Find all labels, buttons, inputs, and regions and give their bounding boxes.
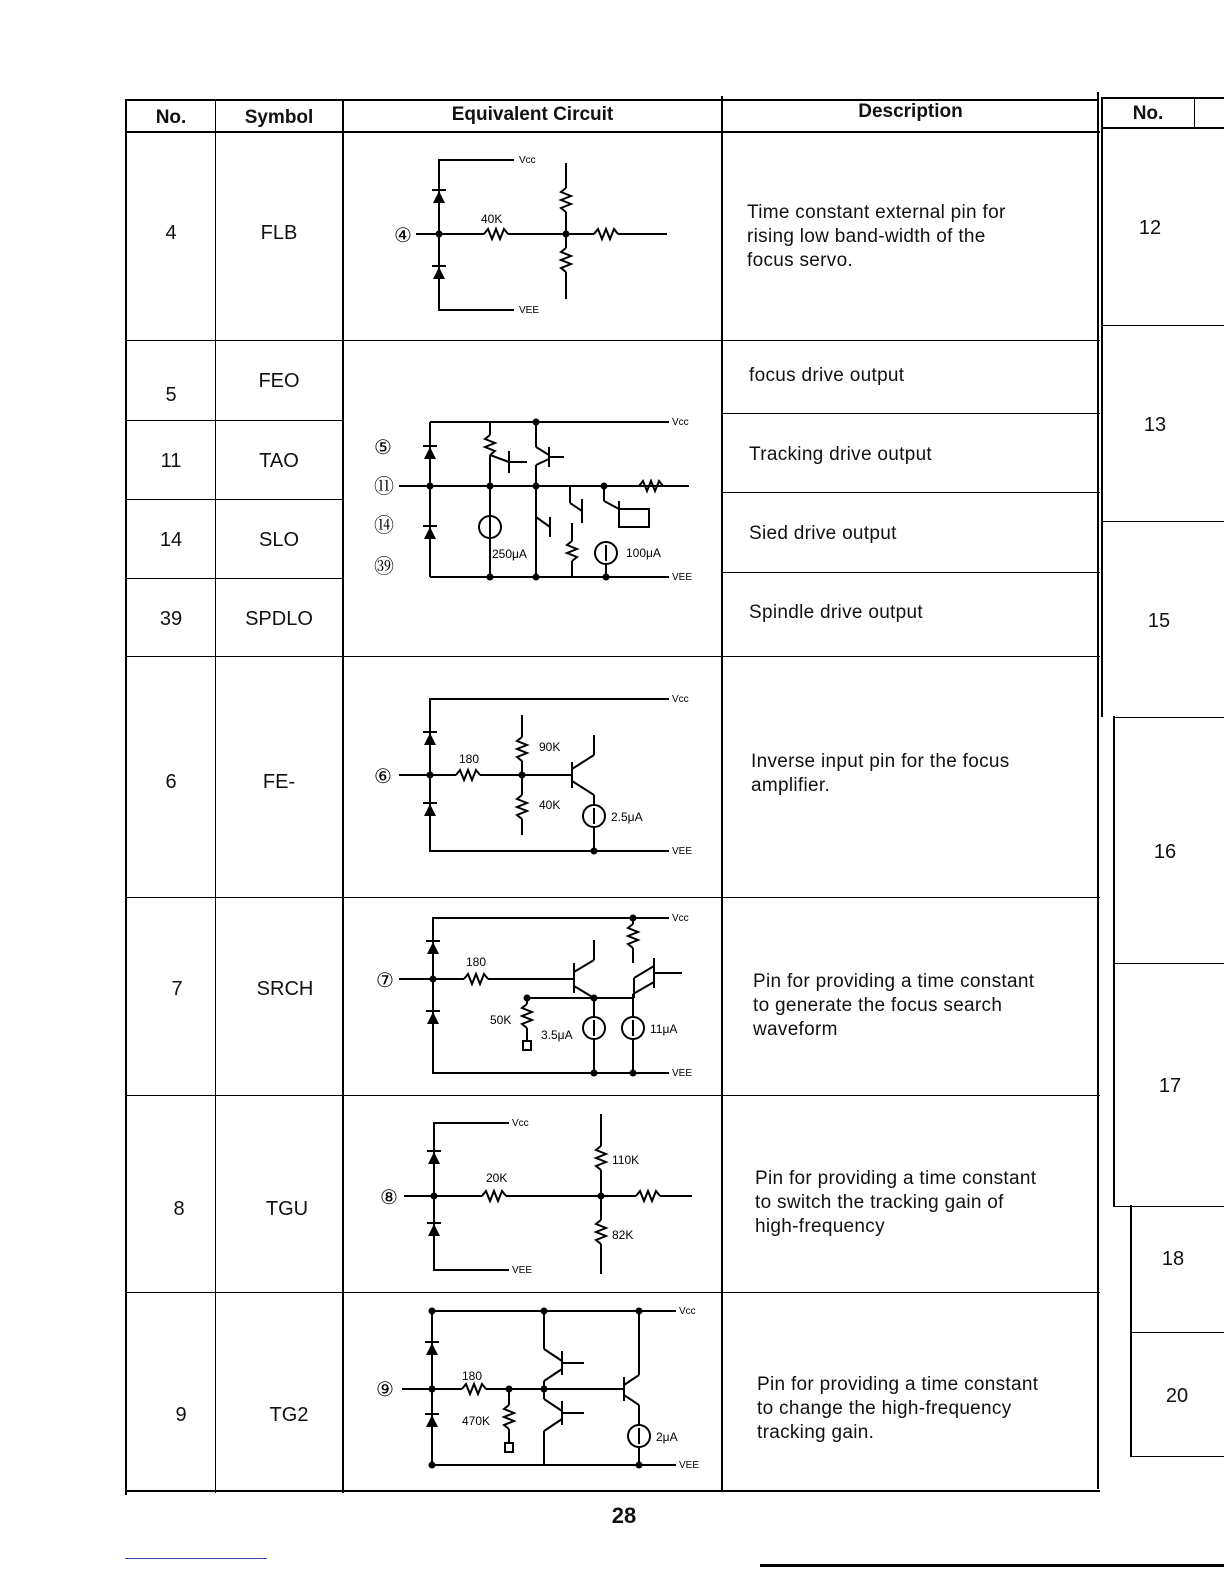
side-row-rule bbox=[1113, 1206, 1224, 1207]
pin-label: ⑧ bbox=[380, 1187, 398, 1209]
footer-rule-left bbox=[125, 1558, 267, 1559]
header-no: No. bbox=[155, 107, 187, 128]
header-circuit: Equivalent Circuit bbox=[451, 104, 614, 125]
row-symbol: FLB bbox=[260, 222, 298, 244]
vcc-label: Vcc bbox=[672, 417, 689, 428]
side-row-rule bbox=[1101, 521, 1224, 522]
vcc-label: Vcc bbox=[672, 913, 689, 924]
pin-label: ⑤ bbox=[374, 437, 392, 459]
vee-label: VEE bbox=[679, 1460, 700, 1471]
vee-label: VEE bbox=[672, 572, 693, 583]
row-no: 14 bbox=[159, 529, 183, 551]
resistor-label: 82K bbox=[612, 1228, 634, 1242]
side-row-no: 17 bbox=[1158, 1075, 1182, 1097]
resistor-label: 110K bbox=[612, 1153, 640, 1167]
equivalent-circuit-flb bbox=[344, 133, 721, 340]
row-rule bbox=[125, 420, 343, 421]
resistor-label: 180 bbox=[462, 1369, 483, 1383]
resistor-label: 90K bbox=[539, 740, 561, 754]
table-border-left bbox=[125, 101, 127, 1495]
col-rule-3 bbox=[721, 96, 723, 1490]
equivalent-circuit-tg2 bbox=[344, 1293, 721, 1490]
row-no: 6 bbox=[165, 771, 177, 793]
row-rule bbox=[125, 499, 343, 500]
equivalent-circuit-drive-outputs bbox=[344, 341, 721, 656]
header-description: Description bbox=[858, 101, 963, 122]
side-table-border-left bbox=[1113, 716, 1115, 1206]
pin-label: ⑨ bbox=[376, 1379, 394, 1401]
side-row-no: 13 bbox=[1143, 414, 1167, 436]
pin-label: ⑭ bbox=[374, 515, 394, 537]
header-symbol: Symbol bbox=[244, 107, 314, 128]
resistor-label: 180 bbox=[459, 752, 480, 766]
pin-label: ⑦ bbox=[376, 970, 394, 992]
current-label: 250μA bbox=[492, 547, 527, 561]
row-description: Inverse input pin for the focus amplifier. bbox=[751, 751, 1010, 796]
pin-label: ④ bbox=[394, 225, 412, 247]
side-header-rule bbox=[1101, 127, 1224, 129]
row-symbol: SRCH bbox=[256, 978, 314, 1000]
equivalent-circuit-fe-minus bbox=[344, 657, 721, 897]
resistor-label: 180 bbox=[466, 955, 487, 969]
row-no: 4 bbox=[165, 222, 177, 244]
row-symbol: TG2 bbox=[269, 1404, 309, 1426]
col-rule-1 bbox=[215, 101, 216, 1493]
vee-label: VEE bbox=[672, 1068, 693, 1079]
row-description: Pin for providing a time constant to generate the focus search waveform bbox=[753, 971, 1035, 1040]
resistor-label: 50K bbox=[490, 1013, 512, 1027]
current-label: 100μA bbox=[626, 546, 661, 560]
side-row-rule bbox=[1113, 963, 1224, 964]
current-label: 2μA bbox=[656, 1430, 678, 1444]
resistor-label: 40K bbox=[481, 212, 503, 226]
current-label: 3.5μA bbox=[541, 1028, 573, 1042]
row-description: Sied drive output bbox=[749, 523, 897, 544]
current-label: 11μA bbox=[650, 1022, 678, 1036]
row-description: Pin for providing a time constant to switch the tracking gain of high-frequency bbox=[755, 1168, 1037, 1237]
resistor-label: 470K bbox=[462, 1414, 491, 1428]
side-row-no: 16 bbox=[1153, 841, 1177, 863]
vee-label: VEE bbox=[519, 305, 540, 316]
side-table-border-top bbox=[1101, 97, 1224, 99]
row-rule bbox=[722, 492, 1100, 493]
row-symbol: SLO bbox=[258, 529, 300, 551]
row-rule bbox=[722, 413, 1100, 414]
row-description: Tracking drive output bbox=[749, 444, 933, 465]
row-rule bbox=[125, 578, 343, 579]
row-description: Pin for providing a time constant to change the high-frequency tracking gain. bbox=[757, 1374, 1039, 1443]
side-table-border-left bbox=[1130, 1205, 1132, 1457]
row-symbol: FEO bbox=[258, 370, 300, 392]
resistor-label: 40K bbox=[539, 798, 561, 812]
row-rule bbox=[722, 572, 1100, 573]
side-table-border-left bbox=[1101, 97, 1103, 717]
side-header-no: No. bbox=[1132, 103, 1164, 124]
row-no: 7 bbox=[171, 978, 183, 1000]
row-description: focus drive output bbox=[749, 365, 905, 386]
row-no: 8 bbox=[173, 1198, 185, 1220]
row-symbol: FE- bbox=[262, 771, 296, 793]
row-symbol: TGU bbox=[265, 1198, 309, 1220]
row-description: Spindle drive output bbox=[749, 602, 923, 623]
row-no: 11 bbox=[160, 450, 182, 472]
side-row-no: 12 bbox=[1138, 217, 1162, 239]
side-table-border-bottom bbox=[1130, 1456, 1224, 1457]
side-row-rule bbox=[1130, 1332, 1224, 1333]
vee-label: VEE bbox=[672, 846, 693, 857]
vcc-label: Vcc bbox=[679, 1306, 696, 1317]
row-no: 9 bbox=[175, 1404, 187, 1426]
table-border-bottom bbox=[125, 1490, 1100, 1492]
footer-rule-right bbox=[760, 1564, 1224, 1567]
equivalent-circuit-tgu bbox=[344, 1096, 721, 1292]
pin-label: ㊴ bbox=[374, 556, 394, 578]
current-label: 2.5μA bbox=[611, 810, 643, 824]
row-description: Time constant external pin for rising low band-width of the focus servo. bbox=[747, 202, 1006, 271]
side-col-rule bbox=[1194, 97, 1195, 127]
side-row-no: 18 bbox=[1161, 1248, 1185, 1270]
side-row-no: 20 bbox=[1165, 1385, 1189, 1407]
side-row-no: 15 bbox=[1147, 610, 1171, 632]
vee-label: VEE bbox=[512, 1265, 533, 1276]
side-row-rule bbox=[1113, 717, 1224, 718]
pin-label: ⑥ bbox=[374, 766, 392, 788]
vcc-label: Vcc bbox=[512, 1118, 529, 1129]
row-no: 39 bbox=[159, 608, 183, 630]
row-symbol: SPDLO bbox=[245, 608, 313, 630]
row-symbol: TAO bbox=[259, 450, 299, 472]
resistor-label: 20K bbox=[486, 1171, 508, 1185]
side-row-rule bbox=[1101, 325, 1224, 326]
equivalent-circuit-srch bbox=[344, 898, 721, 1095]
row-no: 5 bbox=[165, 384, 177, 406]
table-border-right bbox=[1097, 92, 1099, 1489]
pin-label: ⑪ bbox=[374, 476, 394, 498]
vcc-label: Vcc bbox=[519, 155, 536, 166]
vcc-label: Vcc bbox=[672, 694, 689, 705]
page-number: 28 bbox=[611, 1503, 637, 1528]
